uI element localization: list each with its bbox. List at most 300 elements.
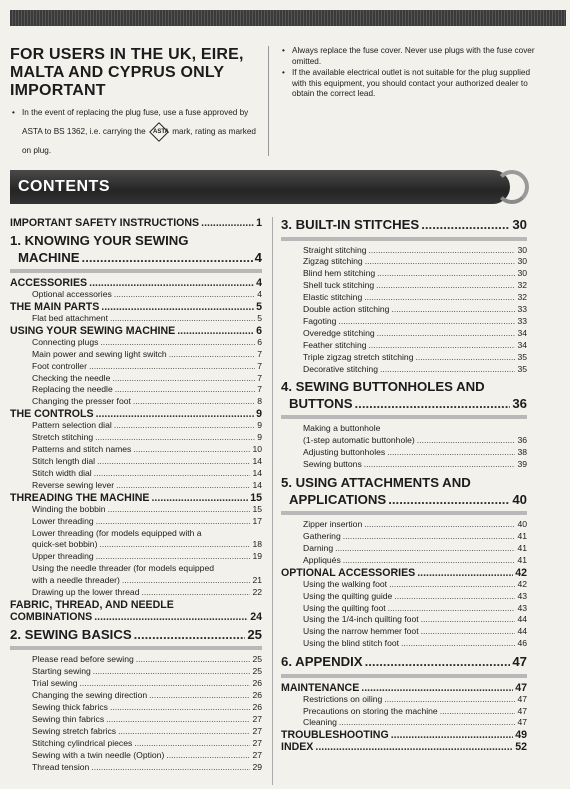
toc-leader-dots [177, 325, 254, 337]
toc-entry-title: Starting sewing [32, 666, 91, 677]
toc-entry-page: 32 [517, 292, 527, 303]
toc-leader-dots [388, 492, 510, 509]
uk-title-line3: IMPORTANT [10, 82, 106, 99]
toc-leader-dots [118, 726, 250, 738]
toc-entry[interactable] [10, 301, 262, 313]
toc-leader-dots [134, 738, 250, 750]
toc-entry-page: 32 [517, 280, 527, 291]
toc-entry-title: Stretch stitching [32, 432, 94, 443]
toc-entry-title: Patterns and stitch names [32, 444, 132, 455]
toc-entry-page: 6 [256, 324, 262, 337]
toc-leader-dots [384, 694, 515, 706]
toc-entry-title: Using the narrow hemmer foot [303, 626, 419, 637]
toc-entry-page: 4 [254, 249, 262, 265]
toc-entry-title: APPLICATIONS [289, 491, 387, 507]
uk-title-line1: FOR USERS IN THE UK, EIRE, [10, 46, 244, 63]
toc-entry[interactable] [10, 492, 262, 504]
uk-bullet-cover: • Always replace the fuse cover. Never use plugs with the fuse cover omitted. [280, 46, 540, 67]
toc-entry-page: 34 [517, 327, 527, 338]
toc-leader-dots [151, 492, 248, 504]
toc-entry-title: INDEX [281, 741, 314, 754]
toc-entry-title: Lower threading [32, 515, 94, 526]
toc-leader-dots [110, 702, 250, 714]
toc-entry-page: 15 [250, 491, 262, 504]
toc-leader-dots [377, 268, 515, 280]
toc-entry[interactable] [10, 551, 262, 563]
toc-leader-dots [89, 277, 254, 289]
toc-entry-title: USING YOUR SEWING MACHINE [10, 324, 176, 337]
toc-entry-title: Flat bed attachment [32, 312, 108, 323]
toc-entry[interactable] [281, 626, 527, 638]
toc-entry[interactable] [281, 245, 527, 257]
chapter-rule [281, 237, 527, 241]
toc-leader-dots [112, 373, 255, 385]
toc-entry-title: Restrictions on oiling [303, 693, 383, 704]
toc-entry-page: 34 [517, 339, 527, 350]
toc-leader-dots [136, 654, 251, 666]
toc-entry[interactable] [281, 531, 527, 543]
toc-entry[interactable] [281, 567, 527, 579]
toc-leader-dots [94, 611, 248, 623]
toc-entry-title: Changing the presser foot [32, 396, 131, 407]
asta-mark-label: ASTA [152, 128, 169, 135]
toc-leader-dots [421, 626, 516, 638]
toc-entry-title: Zigzag stitching [303, 256, 363, 267]
toc-entry[interactable] [281, 280, 527, 292]
chapter-rule [10, 269, 262, 273]
toc-entry[interactable] [10, 480, 262, 492]
toc-entry-title: Triple zigzag stretch stitching [303, 351, 414, 362]
toc-leader-dots [99, 539, 250, 551]
toc-entry-page: 25 [247, 626, 262, 642]
toc-entry-title: Appliqués [303, 554, 341, 565]
toc-entry-page: 9 [257, 432, 262, 443]
toc-entry-title: (1-step automatic buttonhole) [303, 435, 415, 446]
toc-entry-title: THE CONTROLS [10, 408, 94, 421]
toc-leader-dots [149, 690, 250, 702]
toc-entry-page: 7 [257, 348, 262, 359]
toc-leader-dots [361, 682, 513, 694]
divider [268, 46, 269, 156]
toc-leader-dots [96, 551, 251, 563]
toc-entry-page: 19 [252, 551, 262, 562]
toc-entry[interactable] [281, 268, 527, 280]
toc-entry-title: Using the blind stitch foot [303, 638, 400, 649]
toc-entry[interactable] [10, 714, 262, 726]
toc-entry-page: 40 [517, 519, 527, 530]
toc-leader-dots [369, 340, 516, 352]
toc-entry-page: 4 [257, 289, 262, 299]
toc-entry-title: Foot controller [32, 360, 87, 371]
toc-entry[interactable] [10, 384, 262, 396]
toc-leader-dots [141, 587, 250, 599]
chapter-heading-continued[interactable] [281, 492, 527, 509]
toc-entry[interactable] [281, 304, 527, 316]
toc-entry-title: Stitching cylindrical pieces [32, 737, 133, 748]
toc-entry-page: 14 [252, 455, 262, 466]
toc-leader-dots [106, 714, 250, 726]
toc-entry[interactable] [281, 364, 527, 376]
toc-entry-page: 22 [252, 587, 262, 598]
toc-entry[interactable] [10, 361, 262, 373]
toc-leader-dots [201, 217, 254, 229]
toc-leader-dots [80, 678, 251, 690]
toc-entry-page: 25 [252, 654, 262, 665]
toc-entry[interactable] [10, 738, 262, 750]
banner-arc-decoration [495, 170, 529, 204]
toc-entry-page: 27 [252, 737, 262, 748]
toc-entry[interactable] [281, 603, 527, 615]
toc-entry-title: Main power and sewing light switch [32, 348, 167, 359]
toc-entry[interactable] [281, 459, 527, 471]
toc-entry[interactable] [10, 277, 262, 289]
toc-leader-dots [94, 468, 251, 480]
toc-entry[interactable] [10, 504, 262, 516]
chapter-heading[interactable] [281, 654, 527, 671]
toc-entry-page: 24 [250, 610, 262, 623]
toc-entry[interactable] [281, 435, 527, 447]
toc-entry-title: Shell tuck stitching [303, 280, 375, 291]
toc-entry-title: THREADING THE MACHINE [10, 491, 150, 504]
toc-entry[interactable] [281, 316, 527, 328]
toc-entry-page: 36 [517, 435, 527, 446]
chapter-rule [281, 511, 527, 515]
toc-leader-dots [355, 396, 511, 413]
toc-leader-dots [114, 420, 255, 432]
toc-entry[interactable] [10, 654, 262, 666]
uk-notice-title [10, 46, 262, 100]
toc-leader-dots [108, 504, 251, 516]
contents-title: CONTENTS [18, 178, 110, 195]
toc-entry[interactable] [281, 543, 527, 555]
toc-entry-page: 35 [517, 351, 527, 362]
toc-entry-title: Precautions on storing the machine [303, 705, 438, 716]
chapter-heading-continued[interactable] [281, 396, 527, 413]
uk-bullet-fuse-text-end: mark, rating as marked on plug. [22, 127, 256, 155]
toc-leader-dots [387, 447, 515, 459]
toc-entry-title: Sewing buttons [303, 459, 362, 470]
toc-leader-dots [364, 519, 515, 531]
toc-leader-dots [114, 289, 255, 301]
toc-entry[interactable] [281, 519, 527, 531]
toc-leader-dots [380, 364, 515, 376]
toc-entry-page: 6 [257, 336, 262, 347]
toc-entry-page: 49 [515, 729, 527, 742]
toc-entry-page: 30 [517, 244, 527, 255]
toc-entry-title: MAINTENANCE [281, 681, 360, 694]
toc-entry-title: Straight stitching [303, 244, 367, 255]
toc-leader-dots [338, 316, 515, 328]
toc-leader-dots [335, 543, 515, 555]
toc-entry-title: THE MAIN PARTS [10, 300, 100, 313]
toc-entry[interactable] [10, 611, 262, 623]
toc-entry-page: 41 [517, 531, 527, 541]
toc-leader-dots [96, 408, 255, 420]
toc-entry[interactable] [10, 373, 262, 385]
toc-entry-title: 3. BUILT-IN STITCHES [281, 217, 420, 232]
toc-entry[interactable] [10, 666, 262, 678]
uk-title-line2: MALTA AND CYPRUS ONLY [10, 64, 225, 81]
toc-entry-title: Sewing thin fabrics [32, 713, 105, 724]
toc-entry-page: 46 [517, 638, 527, 649]
toc-entry[interactable] [281, 614, 527, 626]
toc-leader-dots [391, 304, 515, 316]
toc-entry[interactable] [281, 328, 527, 340]
toc-entry-page: 47 [517, 693, 527, 704]
toc-leader-dots [343, 555, 516, 567]
toc-entry[interactable] [10, 575, 262, 587]
toc-entry-title: Stitch width dial [32, 467, 92, 478]
toc-entry[interactable] [281, 555, 527, 567]
toc-leader-dots [93, 666, 251, 678]
toc-entry-title: Using the 1/4-inch quilting foot [303, 614, 419, 625]
toc-entry[interactable] [10, 408, 262, 420]
toc-entry-page: 25 [252, 666, 262, 677]
toc-entry[interactable] [281, 292, 527, 304]
toc-leader-dots [388, 603, 516, 615]
toc-entry[interactable] [281, 447, 527, 459]
toc-entry[interactable] [281, 741, 527, 753]
toc-entry[interactable] [10, 702, 262, 714]
toc-entry-title: Changing the sewing direction [32, 690, 148, 701]
toc-entry[interactable] [10, 313, 262, 325]
toc-leader-dots [391, 729, 514, 741]
chapter-heading-continued[interactable] [10, 250, 262, 267]
contents-banner [10, 170, 510, 204]
toc-entry[interactable] [10, 750, 262, 762]
toc-entry-page: 8 [257, 396, 262, 407]
toc-entry-page: 27 [252, 749, 262, 760]
toc-entry-page: 5 [256, 300, 262, 313]
toc-entry-page: 33 [517, 304, 527, 315]
toc-leader-dots [100, 337, 255, 349]
toc-entry-page: 9 [256, 408, 262, 421]
toc-entry-page: 43 [517, 602, 527, 613]
toc-entry-title: Stitch length dial [32, 455, 96, 466]
toc-leader-dots [343, 531, 516, 543]
toc-entry[interactable] [10, 325, 262, 337]
toc-entry-title: Blind hem stitching [303, 268, 376, 279]
toc-entry-page: 47 [515, 681, 527, 694]
chapter-rule [281, 674, 527, 678]
toc-entry-page: 7 [257, 384, 262, 395]
toc-entry[interactable] [10, 289, 262, 301]
toc-entry-page: 14 [252, 467, 262, 478]
toc-entry-page: 14 [252, 479, 262, 490]
toc-leader-dots [97, 456, 250, 468]
toc-entry[interactable] [10, 444, 262, 456]
chapter-rule [10, 646, 262, 650]
toc-entry-title: TROUBLESHOOTING [281, 729, 389, 742]
toc-entry-title: Feather stitching [303, 339, 367, 350]
toc-entry-title: Using the quilting foot [303, 602, 386, 613]
chapter-heading[interactable]: 1. KNOWING YOUR SEWING [10, 233, 189, 248]
toc-entry[interactable] [281, 579, 527, 591]
toc-entry[interactable] [281, 340, 527, 352]
toc-entry-title: Overedge stitching [303, 327, 375, 338]
toc-entry-page: 30 [512, 217, 527, 232]
asta-mark-icon [149, 122, 169, 142]
toc-entry-page: 27 [252, 713, 262, 724]
toc-leader-dots [91, 762, 250, 774]
toc-leader-dots [440, 706, 516, 718]
contents-left-column [10, 217, 262, 774]
toc-entry[interactable] [10, 516, 262, 528]
toc-entry-page: 5 [257, 312, 262, 323]
toc-entry-page: 26 [252, 690, 262, 701]
toc-entry-page: 35 [517, 363, 527, 374]
chapter-heading[interactable]: 5. USING ATTACHMENTS AND [281, 475, 471, 491]
toc-entry-page: 47 [512, 654, 527, 670]
toc-entry-title: Checking the needle [32, 372, 111, 383]
chapter-heading[interactable] [281, 217, 527, 234]
toc-entry[interactable] [10, 337, 262, 349]
toc-leader-dots [89, 361, 255, 373]
toc-entry-page: 18 [252, 539, 262, 550]
toc-entry[interactable] [281, 352, 527, 364]
toc-entry[interactable] [10, 432, 262, 444]
toc-entry[interactable] [281, 638, 527, 650]
uk-bullet-outlet: • If the available electrical outlet is not suitable for the plug supplied with this equipment, you should contact your authorized dealer to obtain the correct lead. [280, 68, 540, 100]
toc-entry-page: 9 [257, 420, 262, 431]
toc-entry[interactable] [281, 717, 527, 729]
toc-leader-dots [369, 245, 516, 257]
chapter-heading[interactable] [10, 627, 262, 644]
toc-leader-dots [82, 250, 253, 267]
toc-entry-title: with a needle threader) [32, 575, 120, 586]
toc-entry-page: 27 [252, 725, 262, 736]
toc-entry-page: 7 [257, 372, 262, 383]
toc-entry-title: Fagoting [303, 315, 337, 326]
toc-entry[interactable] [10, 690, 262, 702]
contents-right-column [281, 217, 527, 753]
uk-notice [10, 46, 262, 160]
toc-entry-title: Sewing thick fabrics [32, 702, 108, 713]
toc-entry-page: 52 [515, 741, 527, 754]
toc-entry-page: 30 [517, 256, 527, 267]
toc-entry-page: 39 [517, 459, 527, 470]
toc-entry-page: 4 [256, 277, 262, 289]
toc-leader-dots [377, 328, 516, 340]
toc-entry-page: 42 [515, 566, 527, 579]
toc-entry-title: Using the walking foot [303, 578, 388, 589]
toc-entry[interactable] [281, 729, 527, 741]
toc-entry-title: Reverse sewing lever [32, 479, 115, 490]
toc-entry-title: Pattern selection dial [32, 420, 112, 431]
toc-leader-dots [166, 750, 250, 762]
toc-leader-dots [122, 575, 251, 587]
toc-entry[interactable] [10, 349, 262, 361]
toc-entry[interactable] [10, 726, 262, 738]
toc-entry-page: 42 [517, 578, 527, 589]
toc-entry-title: Trial sewing [32, 678, 78, 689]
toc-entry-title: Connecting plugs [32, 336, 99, 347]
toc-entry-title: Double action stitching [303, 304, 390, 315]
toc-entry[interactable] [10, 678, 262, 690]
toc-entry-title: Winding the bobbin [32, 503, 106, 514]
toc-entry[interactable] [281, 591, 527, 603]
toc-entry-page: 44 [517, 614, 527, 625]
toc-entry[interactable] [10, 539, 262, 551]
toc-entry-page: 17 [252, 515, 262, 526]
toc-leader-dots [394, 591, 515, 603]
toc-entry[interactable] [281, 682, 527, 694]
toc-leader-dots [417, 435, 516, 447]
toc-entry-title: 2. SEWING BASICS [10, 626, 132, 642]
toc-leader-dots [134, 627, 246, 644]
toc-leader-dots [365, 654, 511, 671]
chapter-rule [281, 415, 527, 419]
toc-entry-continued: Lower threading (for models equipped with a [32, 527, 202, 538]
toc-entry-page: 43 [517, 590, 527, 601]
toc-leader-dots [416, 352, 516, 364]
toc-leader-dots [364, 459, 516, 471]
toc-entry-title: IMPORTANT SAFETY INSTRUCTIONS [10, 217, 200, 229]
chapter-heading[interactable]: 4. SEWING BUTTONHOLES AND [281, 379, 485, 395]
toc-entry-title: OPTIONAL ACCESSORIES [281, 566, 416, 579]
toc-entry-title: 6. APPENDIX [281, 654, 363, 670]
toc-entry-title: ACCESSORIES [10, 277, 88, 289]
toc-entry-page: 7 [257, 360, 262, 371]
toc-leader-dots [133, 396, 255, 408]
toc-entry-title: Replacing the needle [32, 384, 113, 395]
toc-entry-page: 40 [512, 491, 527, 507]
toc-entry-title: Upper threading [32, 551, 94, 562]
toc-entry-title: Zipper insertion [303, 519, 363, 530]
toc-entry-page: 1 [256, 217, 262, 229]
toc-entry-page: 41 [517, 554, 527, 565]
toc-entry-title: Elastic stitching [303, 292, 363, 303]
toc-leader-dots [101, 301, 254, 313]
toc-entry-page: 41 [517, 542, 527, 553]
toc-leader-dots [315, 741, 513, 753]
uk-notice-continued [280, 46, 540, 101]
toc-entry[interactable] [10, 420, 262, 432]
toc-entry-title: Drawing up the lower thread [32, 587, 140, 598]
header-bar [10, 10, 566, 26]
toc-entry-title: Using the quilting guide [303, 590, 393, 601]
toc-entry[interactable] [10, 396, 262, 408]
toc-entry-title: BUTTONS [289, 395, 353, 411]
toc-entry[interactable] [281, 256, 527, 268]
toc-leader-dots [110, 313, 255, 325]
toc-entry-title: Sewing stretch fabrics [32, 725, 117, 736]
toc-entry[interactable] [10, 587, 262, 599]
toc-entry[interactable] [10, 217, 262, 229]
toc-entry[interactable] [10, 468, 262, 480]
toc-entry-page: 29 [252, 761, 262, 772]
toc-entry-title: Darning [303, 542, 334, 553]
toc-entry-title: Optional accessories [32, 289, 112, 299]
toc-leader-dots [401, 638, 515, 650]
toc-entry-title: Adjusting buttonholes [303, 447, 386, 458]
toc-section-heading: FABRIC, THREAD, AND NEEDLE [10, 598, 174, 611]
toc-entry-title: Thread tension [32, 761, 90, 772]
toc-entry[interactable] [10, 456, 262, 468]
toc-entry-title: quick-set bobbin) [32, 539, 98, 550]
toc-leader-dots [364, 292, 515, 304]
toc-entry[interactable] [281, 694, 527, 706]
uk-bullet-fuse-text: In the event of replacing the plug fuse, use a fuse approved by ASTA to BS 1362, i.e. carrying the [22, 108, 249, 136]
column-divider [272, 217, 273, 785]
toc-leader-dots [417, 567, 513, 579]
toc-leader-dots [115, 384, 255, 396]
toc-leader-dots [389, 579, 515, 591]
toc-leader-dots [421, 614, 516, 626]
toc-entry[interactable] [281, 706, 527, 718]
toc-leader-dots [339, 717, 516, 729]
toc-entry[interactable] [10, 762, 262, 774]
